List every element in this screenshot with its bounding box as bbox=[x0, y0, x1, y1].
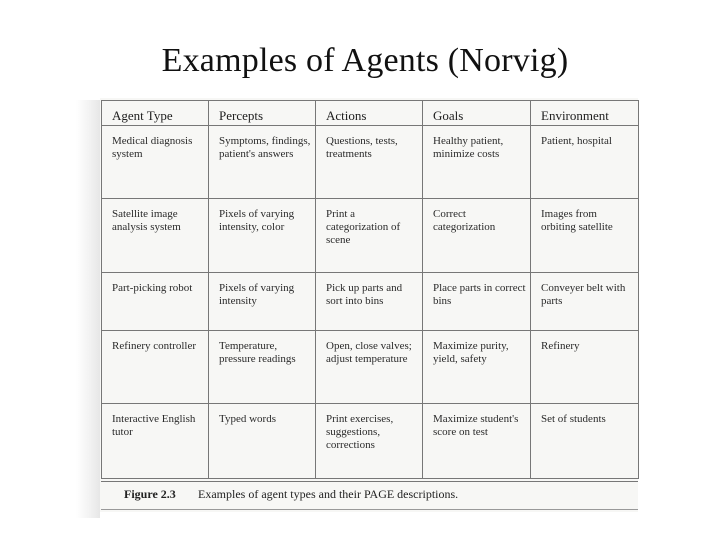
scan-edge-shadow bbox=[76, 100, 100, 518]
figure-label: Figure 2.3 bbox=[124, 487, 176, 501]
cell-goals: Correct categorization bbox=[423, 199, 531, 273]
cell-actions: Print a categorization of scene bbox=[316, 199, 423, 273]
cell-actions: Questions, tests, treatments bbox=[316, 126, 423, 199]
slide-title: Examples of Agents (Norvig) bbox=[161, 42, 569, 79]
cell-environment: Images from orbiting satellite bbox=[531, 199, 639, 273]
table-header-row bbox=[102, 101, 639, 126]
table-row bbox=[102, 404, 639, 479]
table-row bbox=[102, 273, 639, 331]
table-row bbox=[102, 199, 639, 273]
caption-rule bbox=[101, 509, 638, 510]
cell-actions: Open, close valves; adjust temperature bbox=[316, 331, 423, 404]
figure-caption-text: Examples of agent types and their PAGE descriptions. bbox=[198, 487, 459, 501]
cell-environment: Patient, hospital bbox=[531, 126, 639, 199]
cell-agent-type: Part-picking robot bbox=[102, 273, 209, 331]
cell-environment: Conveyer belt with parts bbox=[531, 273, 639, 331]
header-percepts: Percepts bbox=[209, 101, 316, 126]
cell-goals: Healthy patient, minimize costs bbox=[423, 126, 531, 199]
cell-agent-type: Satellite image analysis system bbox=[102, 199, 209, 273]
table-row bbox=[102, 331, 639, 404]
header-agent-type: Agent Type bbox=[102, 101, 209, 126]
cell-goals: Maximize purity, yield, safety bbox=[423, 331, 531, 404]
cell-environment: Refinery bbox=[531, 331, 639, 404]
cell-actions: Print exercises, suggestions, corrections bbox=[316, 404, 423, 479]
cell-percepts: Pixels of varying intensity, color bbox=[209, 199, 316, 273]
agents-table bbox=[101, 100, 639, 479]
header-goals: Goals bbox=[423, 101, 531, 126]
cell-percepts: Temperature, pressure readings bbox=[209, 331, 316, 404]
cell-percepts: Symptoms, findings, patient's answers bbox=[209, 126, 316, 199]
cell-agent-type: Medical diagnosis system bbox=[102, 126, 209, 199]
cell-goals: Place parts in correct bins bbox=[423, 273, 531, 331]
figure-caption bbox=[101, 481, 638, 512]
header-actions: Actions bbox=[316, 101, 423, 126]
cell-agent-type: Refinery controller bbox=[102, 331, 209, 404]
cell-environment: Set of students bbox=[531, 404, 639, 479]
cell-goals: Maximize student's score on test bbox=[423, 404, 531, 479]
header-environment: Environment bbox=[531, 101, 639, 126]
table-row bbox=[102, 126, 639, 199]
cell-percepts: Pixels of varying intensity bbox=[209, 273, 316, 331]
cell-actions: Pick up parts and sort into bins bbox=[316, 273, 423, 331]
cell-percepts: Typed words bbox=[209, 404, 316, 479]
cell-agent-type: Interactive English tutor bbox=[102, 404, 209, 479]
